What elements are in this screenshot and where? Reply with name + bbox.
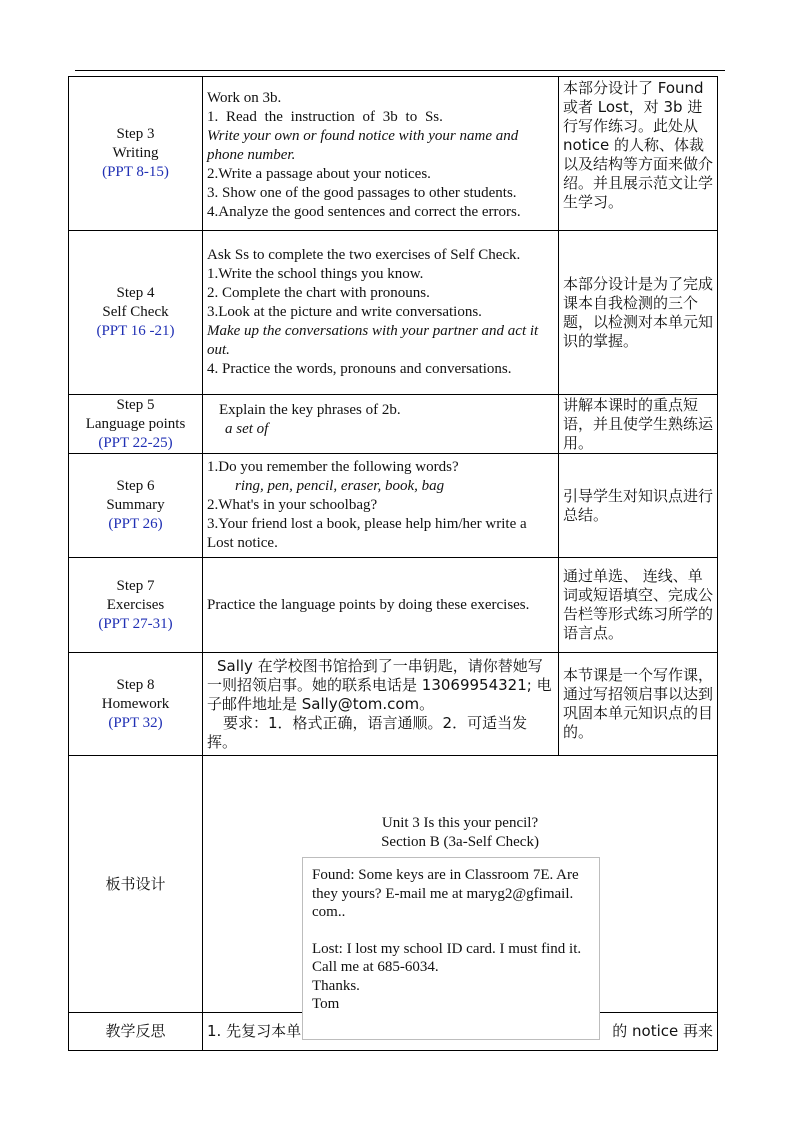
activity-line: Ask Ss to complete the two exercises of Self Check. [207, 247, 521, 263]
activity-cell [203, 653, 559, 756]
design-note: 引导学生对知识点进行总结。 [559, 454, 718, 558]
step-cell [69, 77, 203, 231]
board-section-title: Section B (3a-Self Check) [381, 834, 539, 850]
step-title: Homework [101, 695, 170, 712]
design-note: 通过单选、 连线、单词或短语填空、完成公告栏等形式练习所学的语言点。 [559, 558, 718, 653]
activity-line: 2.What's in your schoolbag? [207, 497, 378, 513]
ppt-range: (PPT 26) [108, 516, 163, 532]
activity-line: Practice the language points by doing these exercises. [207, 596, 530, 613]
step-cell [69, 231, 203, 395]
activity-line: 3.Your friend lost a book, please help him/her write a Lost notice. [207, 516, 527, 551]
activity-line: 2. Complete the chart with pronouns. [207, 285, 430, 301]
step-label: Step 8 [116, 676, 155, 693]
step-label: Step 7 [116, 577, 155, 594]
ppt-range: (PPT 22-25) [98, 434, 173, 451]
step-cell [69, 395, 203, 454]
found-notice: Found: Some keys are in Classroom 7E. Are they yours? E-mail me at maryg2@gfimail. com.. [312, 867, 579, 920]
activity-line: 1. Read the instruction of 3b to Ss. [207, 109, 443, 125]
step-cell [69, 558, 203, 653]
step-label: Step 4 [116, 285, 155, 301]
step-cell [69, 454, 203, 558]
ppt-range: (PPT 32) [108, 714, 163, 731]
step-label: Step 5 [116, 396, 155, 413]
activity-cell [203, 77, 559, 231]
homework-requirements: 要求：1．格式正确，语言通顺。2．可适当发挥。 [207, 713, 528, 751]
activity-line: 3. Show one of the good passages to other students. [207, 185, 517, 201]
activity-line: Make up the conversations with your partner and act it out. [207, 323, 539, 358]
activity-line: 4.Analyze the good sentences and correct the errors. [207, 204, 521, 220]
activity-line: 4. Practice the words, pronouns and conversations. [207, 361, 512, 377]
notice-box [302, 857, 600, 1040]
row-step-5 [69, 395, 718, 454]
step-title: Language points [85, 415, 186, 432]
activity-line: a set of [225, 421, 269, 437]
activity-line: 1.Do you remember the following words? [207, 459, 459, 475]
step-title: Exercises [106, 596, 165, 613]
activity-line: Work on 3b. [207, 90, 282, 106]
row-step-6 [69, 454, 718, 558]
row-step-8 [69, 653, 718, 756]
step-label: Step 6 [116, 478, 155, 494]
activity-line: 3.Look at the picture and write conversations. [207, 304, 482, 320]
reflection-text-right: 的 notice 再来 [612, 1022, 713, 1040]
row-step-4 [69, 231, 718, 395]
step-title: Self Check [102, 304, 169, 320]
activity-cell [203, 558, 559, 653]
ppt-range: (PPT 16 -21) [96, 323, 175, 339]
design-note: 本节课是一个写作课，通过写招领启事以达到巩固本单元知识点的目的。 [559, 653, 718, 756]
top-rule [75, 70, 725, 71]
step-title: Writing [112, 145, 159, 161]
ppt-range: (PPT 8-15) [102, 164, 169, 180]
activity-line: 2.Write a passage about your notices. [207, 166, 431, 182]
activity-cell [203, 395, 559, 454]
activity-line: Explain the key phrases of 2b. [219, 402, 401, 418]
row-step-3 [69, 77, 718, 231]
activity-cell [203, 231, 559, 395]
row-step-7 [69, 558, 718, 653]
activity-line: Write your own or found notice with your name and phone number. [207, 128, 519, 163]
activity-line: 1.Write the school things you know. [207, 266, 424, 282]
notice-thanks: Thanks. [312, 977, 360, 994]
design-note: 本部分设计了 Found 或者 Lost，对 3b 进行写作练习。此处从 notice 的人称、体裁以及结构等方面来做介绍。并且展示范文让学生学习。 [559, 77, 718, 231]
notice-signature: Tom [312, 996, 340, 1012]
lost-notice: Lost: I lost my school ID card. I must find it. Call me at 685-6034. [312, 940, 582, 975]
board-heading [320, 814, 600, 852]
design-note: 本部分设计是为了完成课本自我检测的三个题，以检测对本单元知识的掌握。 [559, 231, 718, 395]
step-label: Step 3 [116, 126, 155, 142]
reflection-text-left: 1. 先复习本单 [207, 1022, 302, 1040]
ppt-range: (PPT 27-31) [98, 615, 173, 632]
board-design-label: 板书设计 [69, 756, 203, 1013]
step-cell [69, 653, 203, 756]
homework-task: Sally 在学校图书馆拾到了一串钥匙，请你替她写一则招领启事。她的联系电话是 13069954321; 电子邮件地址是 Sally@tom.com。 [207, 656, 552, 713]
step-title: Summary [106, 497, 165, 513]
activity-cell [203, 454, 559, 558]
board-unit-title: Unit 3 Is this your pencil? [381, 815, 539, 831]
activity-line: ring, pen, pencil, eraser, book, bag [235, 478, 445, 494]
design-note: 讲解本课时的重点短语，并且使学生熟练运用。 [559, 395, 718, 454]
reflection-label: 教学反思 [69, 1013, 203, 1051]
